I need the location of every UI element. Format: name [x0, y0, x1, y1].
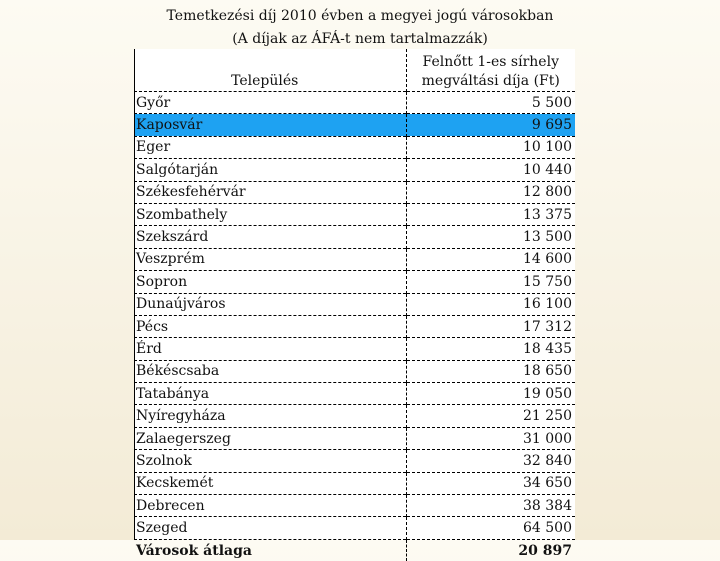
fee-value: 12 800 [406, 181, 575, 203]
fee-value: 13 375 [406, 203, 575, 225]
table-row [134, 92, 575, 114]
fee-value: 9 695 [406, 114, 575, 136]
table-row [134, 517, 575, 539]
fee-value: 18 650 [406, 360, 575, 382]
city-name: Nyíregyháza [134, 405, 406, 427]
table-left-border [134, 49, 135, 540]
table-row [134, 450, 575, 472]
table-row [134, 181, 575, 203]
table-row [134, 203, 575, 225]
city-name: Salgótarján [134, 159, 406, 181]
table-row [134, 360, 575, 382]
fee-value: 10 100 [406, 136, 575, 158]
fee-table-panel [134, 49, 575, 559]
city-name: Debrecen [134, 495, 406, 517]
table-row [134, 136, 575, 158]
city-name: Veszprém [134, 248, 406, 270]
table-row [134, 405, 575, 427]
city-name: Székesfehérvár [134, 181, 406, 203]
page-title: Temetkezési díj 2010 évben a megyei jogú városokban [166, 8, 554, 24]
table-body [134, 92, 575, 540]
fee-value: 34 650 [406, 472, 575, 494]
page-subtitle: (A díjak az ÁFÁ-t nem tartalmazzák) [232, 31, 488, 47]
fee-table [134, 49, 575, 561]
fee-value: 21 250 [406, 405, 575, 427]
fee-value: 10 440 [406, 159, 575, 181]
city-name: Érd [134, 338, 406, 360]
table-row [134, 293, 575, 315]
city-name: Dunaújváros [134, 293, 406, 315]
table-row [134, 226, 575, 248]
fee-value: 14 600 [406, 248, 575, 270]
fee-value: 31 000 [406, 427, 575, 449]
city-name: Szekszárd [134, 226, 406, 248]
table-row [134, 472, 575, 494]
fee-value: 19 050 [406, 383, 575, 405]
city-name: Kecskemét [134, 472, 406, 494]
table-row [134, 338, 575, 360]
city-name: Sopron [134, 271, 406, 293]
city-name: Eger [134, 136, 406, 158]
city-name: Kaposvár [134, 114, 406, 136]
city-name: Pécs [134, 315, 406, 337]
table-row [134, 495, 575, 517]
table-row [134, 159, 575, 181]
table-row [134, 383, 575, 405]
col-header-fee-line1: Felnőtt 1-es sírhely [422, 54, 559, 70]
fee-value: 13 500 [406, 226, 575, 248]
table-row [134, 315, 575, 337]
col-header-city: Település [231, 73, 299, 89]
city-name: Szombathely [134, 203, 406, 225]
average-label: Városok átlaga [134, 539, 406, 561]
fee-value: 32 840 [406, 450, 575, 472]
city-name: Győr [134, 92, 406, 114]
fee-value: 18 435 [406, 338, 575, 360]
fee-value: 15 750 [406, 271, 575, 293]
fee-value: 17 312 [406, 315, 575, 337]
city-name: Békéscsaba [134, 360, 406, 382]
col-header-fee-line2: megváltási díja (Ft) [421, 73, 560, 89]
city-name: Szeged [134, 517, 406, 539]
table-row [134, 248, 575, 270]
col-header-fee [406, 49, 575, 92]
table-row [134, 114, 575, 136]
fee-value: 16 100 [406, 293, 575, 315]
table-row [134, 427, 575, 449]
city-name: Szolnok [134, 450, 406, 472]
fee-value: 5 500 [406, 92, 575, 114]
city-name: Zalaegerszeg [134, 427, 406, 449]
table-header-row [134, 49, 575, 92]
table-row [134, 271, 575, 293]
average-value: 20 897 [406, 539, 575, 561]
average-row [134, 539, 575, 561]
fee-value: 38 384 [406, 495, 575, 517]
city-name: Tatabánya [134, 383, 406, 405]
fee-value: 64 500 [406, 517, 575, 539]
